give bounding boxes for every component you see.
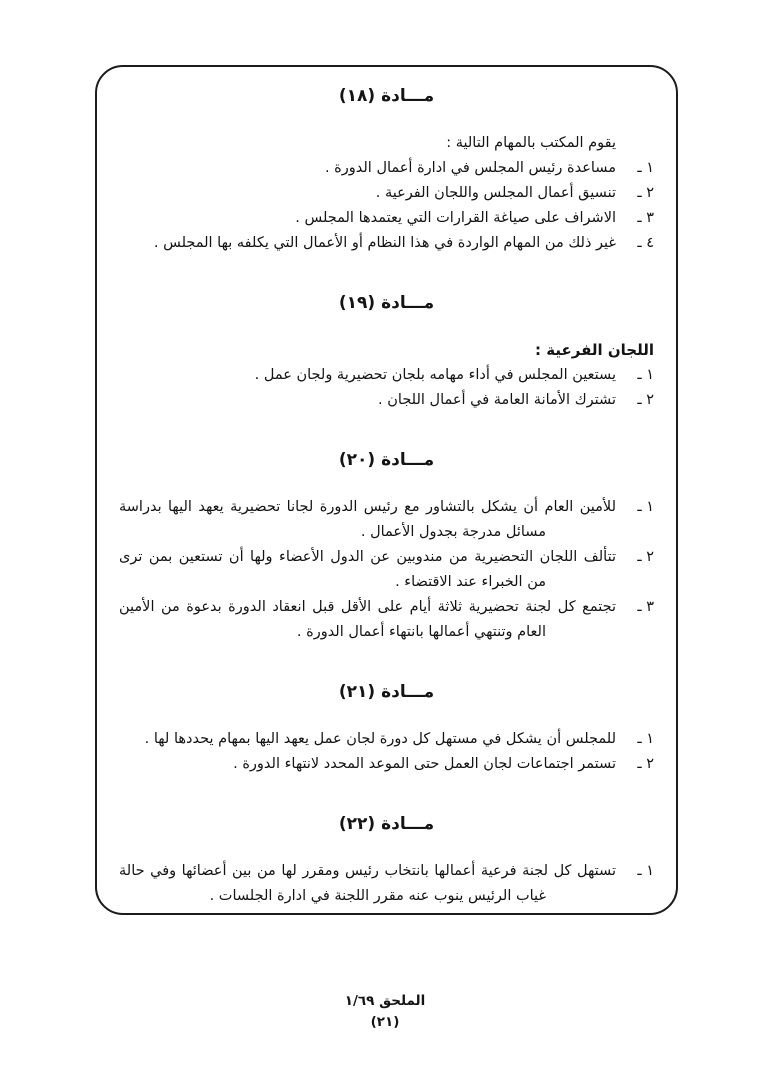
item-text: للمجلس أن يشكل في مستهل كل دورة لجان عمل يعهد اليها بمهام يحددها لها . [144,731,616,747]
item-text: تتألف اللجان التحضيرية من مندوبين عن الدول الأعضاء ولها أن تستعين بمن ترى من الخبراء عند الاقتضاء . [119,549,616,590]
item-number: ٢ ـ [637,185,654,201]
item-number: ٢ ـ [637,549,654,565]
item-number: ٤ ـ [637,235,654,251]
article-items [119,859,654,909]
article-items [119,363,654,413]
item-text: مساعدة رئيس المجلس في ادارة أعمال الدورة . [324,160,616,176]
annex-label: الملحق ١/٦٩ [344,993,426,1009]
article-section-18 [119,85,654,256]
list-item [119,231,654,256]
item-number: ٢ ـ [637,392,654,408]
article-title: مـــادة (٢٢) [338,814,435,834]
item-text: غير ذلك من المهام الواردة في هذا النظام أو الأعمال التي يكلفه بها المجلس . [153,235,616,251]
item-text: تشترك الأمانة العامة في أعمال اللجان . [378,392,616,408]
list-item [119,206,654,231]
article-items [119,727,654,777]
item-number: ١ ـ [637,863,654,879]
item-text: الاشراف على صياغة القرارات التي يعتمدها المجلس . [295,210,616,226]
article-items [119,495,654,645]
list-item [119,727,654,752]
article-section-19 [119,292,654,413]
page-footer [0,993,770,1030]
item-number: ٣ ـ [637,210,654,226]
article-section-20 [119,449,654,645]
article-title: مـــادة (٢١) [338,682,435,702]
item-text: تجتمع كل لجنة تحضيرية ثلاثة أيام على الأقل قبل انعقاد الدورة بدعوة من الأمين العام وتنتهي أعمالها بانتهاء أعمال الدورة . [119,599,616,640]
subsection-heading: اللجان الفرعية : [535,341,654,359]
list-item [119,388,654,413]
item-text: تنسيق أعمال المجلس واللجان الفرعية . [375,185,616,201]
item-number: ١ ـ [637,160,654,176]
article-section-21 [119,681,654,777]
article-section-22 [119,813,654,909]
item-text: تستمر اجتماعات لجان العمل حتى الموعد المحدد لانتهاء الدورة . [233,756,616,772]
list-item [119,495,654,545]
list-item [119,859,654,909]
item-number: ١ ـ [637,499,654,515]
item-text: للأمين العام أن يشكل بالتشاور مع رئيس الدورة لجانا تحضيرية يعهد اليها بدراسة مسائل مدرجة بجدول الأعمال . [119,499,616,540]
list-item [119,156,654,181]
item-number: ١ ـ [637,731,654,747]
item-text: تستهل كل لجنة فرعية أعمالها بانتخاب رئيس ومقرر لها من بين أعضائها وفي حالة غياب الرئيس ينوب عنه مقرر اللجنة في ادارة الجلسات . [119,863,616,904]
list-item [119,752,654,777]
item-text: يستعين المجلس في أداء مهامه بلجان تحضيرية ولجان عمل . [254,367,616,383]
article-intro: يقوم المكتب بالمهام التالية : [446,135,616,151]
item-number: ٣ ـ [637,599,654,615]
article-title: مـــادة (٢٠) [338,450,435,470]
list-item [119,363,654,388]
page-number: (٢١) [370,1014,400,1030]
article-title: مـــادة (١٨) [338,86,435,106]
list-item [119,181,654,206]
article-title: مـــادة (١٩) [338,293,435,313]
item-number: ٢ ـ [637,756,654,772]
item-number: ١ ـ [637,367,654,383]
article-items [119,156,654,256]
document-border-box [95,65,678,915]
list-item [119,545,654,595]
list-item [119,595,654,645]
